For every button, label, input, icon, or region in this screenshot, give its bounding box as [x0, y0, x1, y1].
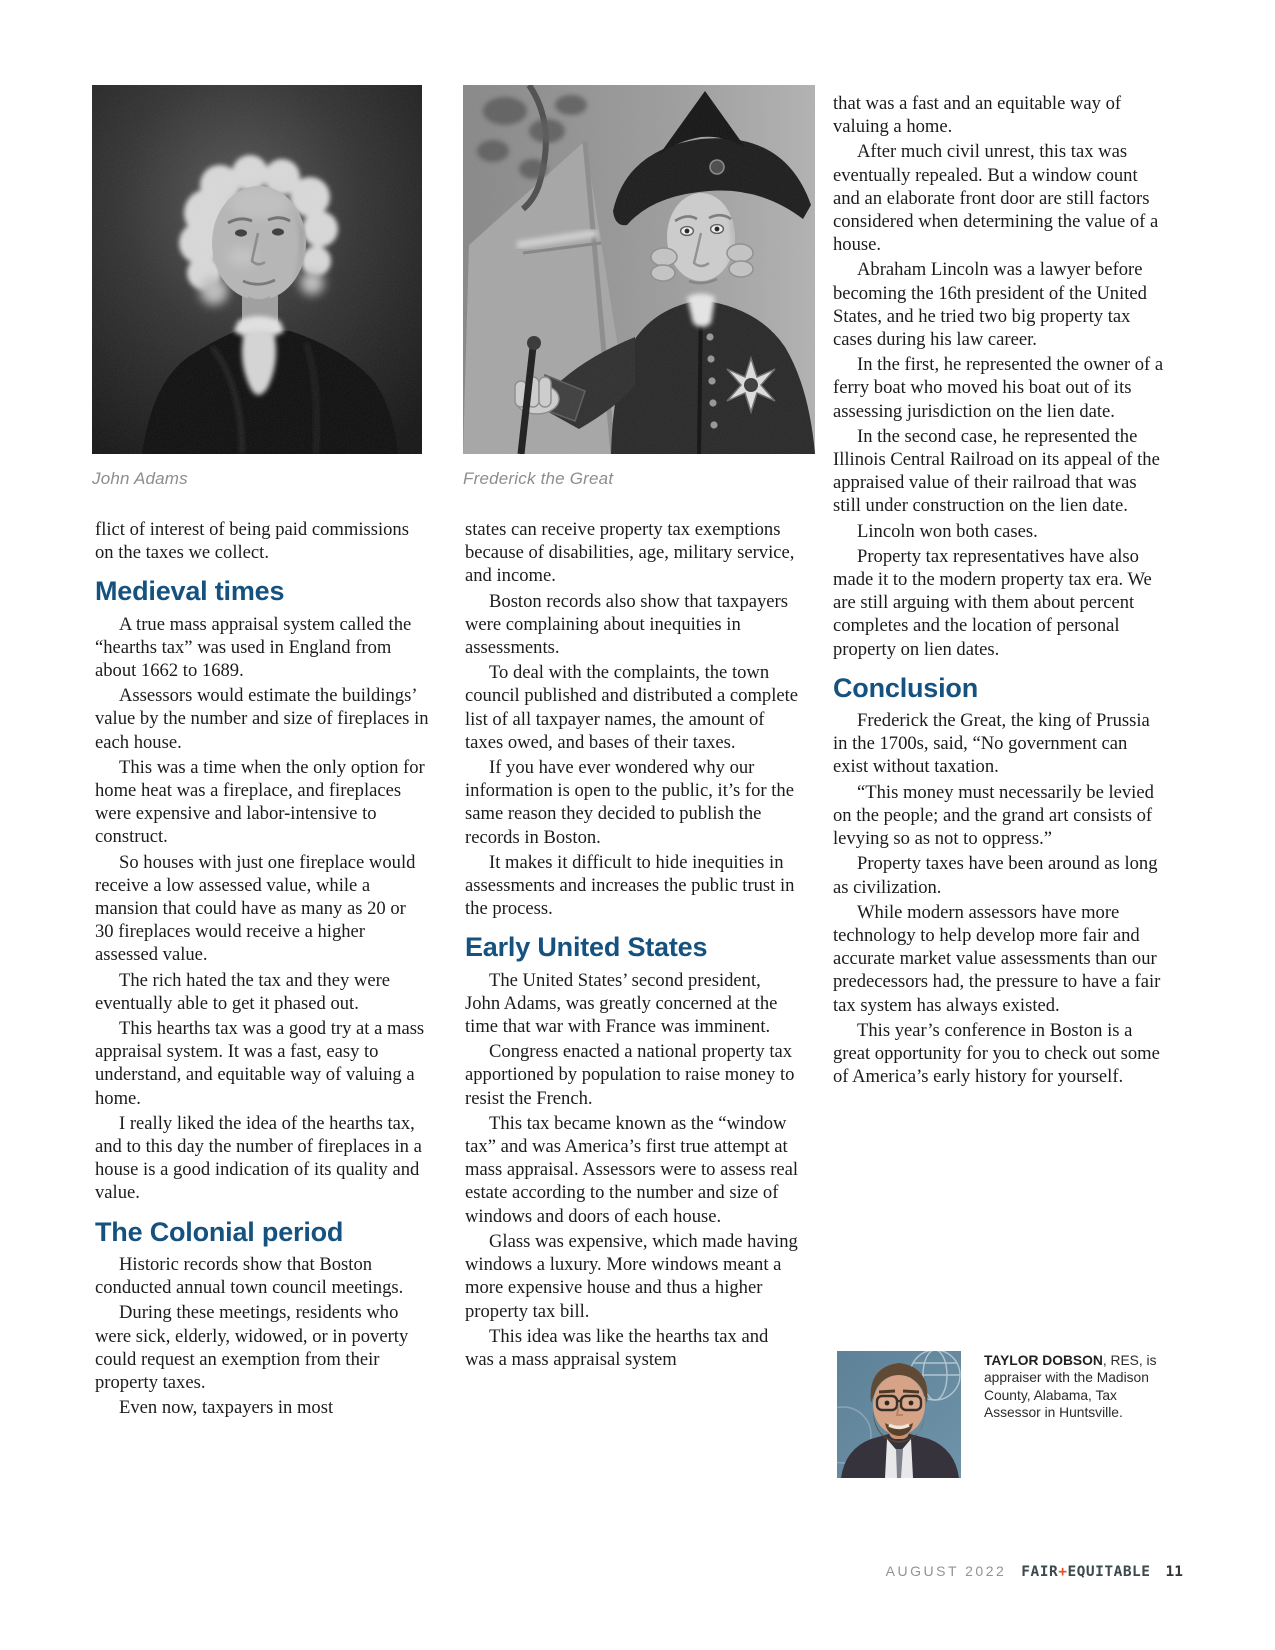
body-paragraph: This was a time when the only option for home heat was a fireplace, and fireplaces were expensive and labor-intensive to construct.	[95, 756, 425, 848]
body-paragraph: Frederick the Great, the king of Prussia in the 1700s, said, “No government can exist without taxation.	[833, 710, 1150, 778]
body-paragraph: To deal with the complaints, the town council published and distributed a complete list of all taxpayer names, the amount of taxes owed, and bases of their taxes.	[465, 662, 799, 753]
body-paragraph: that was a fast and an equitable way of valuing a home.	[833, 93, 1122, 138]
section-heading: Conclusion	[833, 672, 978, 703]
body-paragraph: Property tax representatives have also made it to the modern property tax era. We are still arguing with them about percent completes and the location of personal property on lien dates.	[833, 545, 1152, 660]
body-paragraph: Glass was expensive, which made having windows a luxury. More windows meant a more expensive house and thus a higher property tax bill.	[465, 1230, 798, 1322]
frederick-the-great-portrait	[463, 85, 815, 489]
text-column-2	[465, 516, 799, 1371]
body-paragraph: Assessors would estimate the buildings’ value by the number and size of fireplaces in each house.	[95, 685, 429, 753]
frederick-portrait-illustration	[463, 85, 815, 454]
section-heading: The Colonial period	[95, 1216, 344, 1247]
body-paragraph: Lincoln won both cases.	[857, 520, 1038, 542]
page-footer	[886, 1563, 1183, 1580]
body-paragraph: After much civil unrest, this tax was eventually repealed. But a window count and an elaborate front door are still factors considered when determining the value of a house.	[833, 141, 1159, 256]
portrait-caption: John Adams	[92, 469, 188, 488]
body-paragraph: During these meetings, residents who were sick, elderly, widowed, or in poverty could request an exemption from their property taxes.	[95, 1302, 409, 1393]
body-paragraph: Property taxes have been around as long as civilization.	[833, 853, 1158, 898]
body-paragraph: Congress enacted a national property tax apportioned by population to raise money to resist the French.	[465, 1041, 795, 1109]
text-column-3	[833, 90, 1167, 1088]
body-paragraph: So houses with just one fireplace would receive a low assessed value, while a mansion that could have as many as 20 or 30 fireplaces would receive a higher assessed value.	[95, 851, 416, 966]
text-column-1	[95, 516, 429, 1419]
body-paragraph: This hearths tax was a good try at a mass appraisal system. It was a fast, easy to understand, and equitable way of valuing a home.	[95, 1018, 425, 1109]
body-paragraph: This year’s conference in Boston is a great opportunity for you to check out some of America’s early history for yourself.	[833, 1019, 1160, 1088]
body-paragraph: flict of interest of being paid commissions on the taxes we collect.	[95, 519, 409, 564]
body-paragraph: Historic records show that Boston conducted annual town council meetings.	[95, 1253, 404, 1299]
body-paragraph: states can receive property tax exemptions because of disabilities, age, military service, and income.	[465, 519, 795, 587]
body-paragraph: The United States’ second president, John Adams, was greatly concerned at the time that war with France was imminent.	[465, 969, 778, 1038]
issue-date: AUGUST 2022	[885, 1563, 1007, 1579]
body-paragraph: Boston records also show that taxpayers were complaining about inequities in assessments.	[465, 590, 788, 659]
body-paragraph: If you have ever wondered why our information is open to the public, it’s for the same reason they decided to publish the records in Boston.	[465, 757, 794, 848]
body-paragraph: I really liked the idea of the hearths tax, and to this day the number of fireplaces in a house is a good indication of its quality and value.	[95, 1112, 422, 1204]
section-heading: Medieval times	[95, 576, 285, 607]
body-paragraph: It makes it difficult to hide inequities in assessments and increases the public trust in the process.	[465, 851, 795, 920]
body-paragraph: In the first, he represented the owner of a ferry boat who moved his boat out of its assessing jurisdiction on the lien date.	[833, 354, 1164, 422]
body-paragraph: “This money must necessarily be levied on the people; and the grand art consists of levying so as not to oppress.”	[833, 781, 1154, 850]
page-number: 11	[1165, 1564, 1183, 1580]
author-name: TAYLOR DOBSON	[984, 1353, 1103, 1368]
body-paragraph: Even now, taxpayers in most	[119, 1397, 334, 1419]
author-bio	[984, 1352, 1172, 1422]
body-paragraph: While modern assessors have more technology to help develop more fair and accurate market value assessments than our predecessors had, the pressure to have a fair tax system has always existed.	[833, 901, 1161, 1016]
body-paragraph: The rich hated the tax and they were eventually able to get it phased out.	[95, 969, 391, 1014]
body-paragraph: This tax became known as the “window tax” and was America’s first true attempt at mass appraisal. Assessors were to assess real estate according to the number and size of windows and doors of each house.	[465, 1112, 799, 1227]
brand-fair: FAIR	[1021, 1564, 1059, 1580]
author-bio-rest: , RES, is appraiser with the Madison County, Alabama, Tax Assessor in Huntsville.	[984, 1353, 1157, 1421]
body-paragraph: This idea was like the hearths tax and was a mass appraisal system	[465, 1325, 769, 1370]
publication-brand	[1021, 1564, 1150, 1580]
author-photo-illustration	[837, 1351, 961, 1478]
john-adams-portrait	[92, 85, 422, 489]
body-paragraph: In the second case, he represented the Illinois Central Railroad on its appeal of the appraised value of their railroad that was still under construction on the lien date.	[833, 425, 1160, 517]
portrait-caption: Frederick the Great	[463, 469, 614, 488]
body-paragraph: Abraham Lincoln was a lawyer before becoming the 16th president of the United States, and he tried two big property tax cases during his law career.	[833, 259, 1147, 351]
author-photo	[837, 1351, 961, 1478]
brand-equitable: EQUITABLE	[1067, 1564, 1151, 1580]
section-heading: Early United States	[465, 932, 708, 963]
brand-plus-icon: +	[1058, 1564, 1068, 1580]
john-adams-portrait-illustration	[92, 85, 422, 454]
body-paragraph: A true mass appraisal system called the “hearths tax” was used in England from about 1662 to 1689.	[95, 613, 412, 682]
